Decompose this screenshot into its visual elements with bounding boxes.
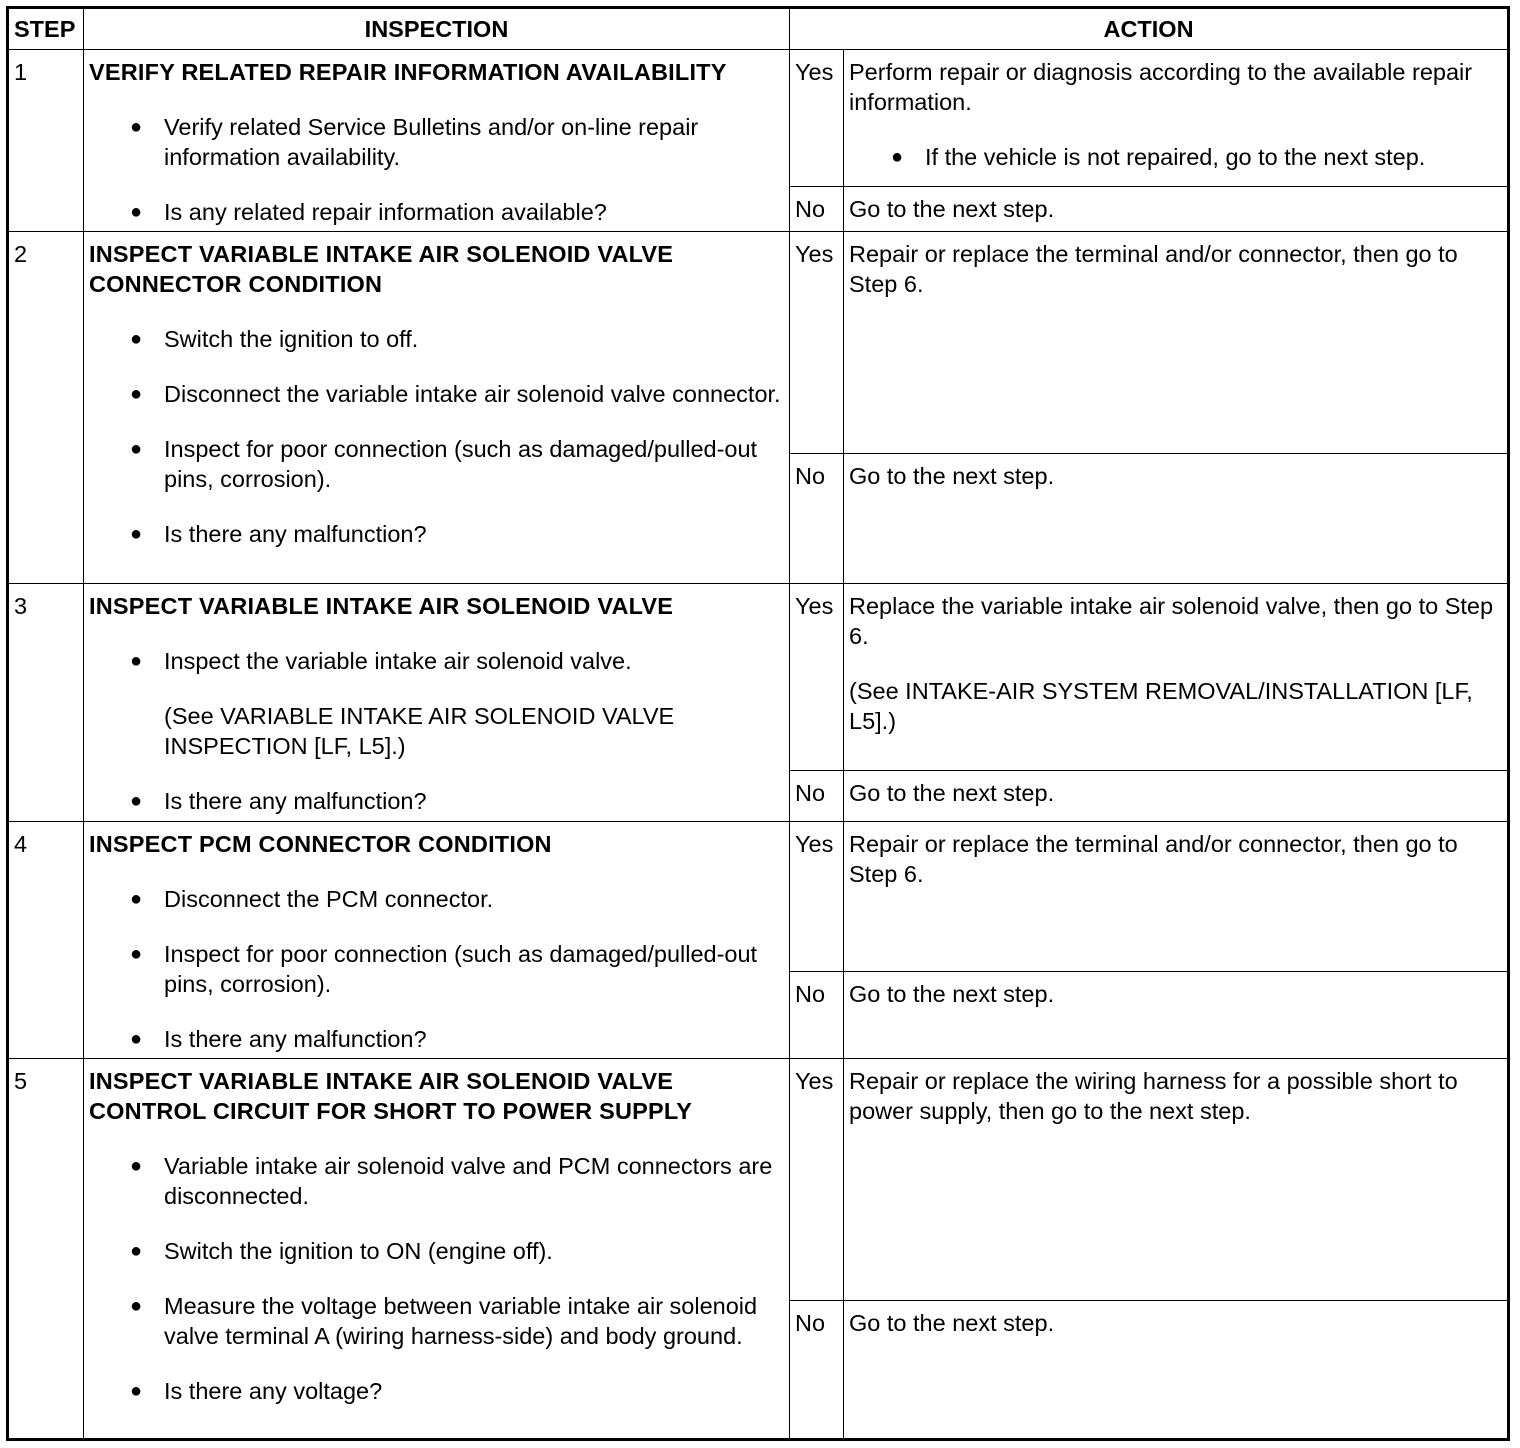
action-reference-note: (See INTAKE-AIR SYSTEM REMOVAL/INSTALLATION [LF, L5].) [849,678,1473,735]
step-title: INSPECT VARIABLE INTAKE AIR SOLENOID VALVE [89,593,674,620]
no-action: Go to the next step. [844,971,1509,1058]
yes-action [844,584,1509,771]
yes-label: Yes [790,584,844,771]
no-label: No [790,187,844,232]
inspection-bullet: ● Switch the ignition to off. [89,324,784,354]
step-1-yes-row [8,50,1509,187]
inspection-bullet: ● Verify related Service Bulletins and/or on-line repair information availability. [89,112,784,172]
step-2-yes-row [8,232,1509,454]
yes-action [844,50,1509,187]
inspection-reference-note: (See VARIABLE INTAKE AIR SOLENOID VALVE INSPECTION [LF, L5].) [164,703,675,760]
no-action: Go to the next step. [844,771,1509,821]
inspection-bullet: ● Inspect for poor connection (such as damaged/pulled-out pins, corrosion). [89,434,784,494]
inspection-bullet: ● Is there any malfunction? [89,519,784,549]
step-inspection [84,584,790,821]
step-3-yes-row [8,584,1509,771]
yes-action-text: Replace the variable intake air solenoid valve, then go to Step 6. [849,593,1494,650]
yes-action-text: Perform repair or diagnosis according to the available repair information. [849,59,1473,115]
yes-action: Repair or replace the terminal and/or connector, then go to Step 6. [844,232,1509,454]
yes-action: Repair or replace the terminal and/or connector, then go to Step 6. [844,821,1509,971]
no-action: Go to the next step. [844,454,1509,584]
inspection-bullet: ● Is there any malfunction? [89,1024,784,1054]
inspection-bullet: ● Variable intake air solenoid valve and PCM connectors are disconnected. [89,1151,784,1211]
step-number: 2 [8,232,84,584]
step-inspection [84,50,790,232]
inspection-bullet: ● Switch the ignition to ON (engine off). [89,1236,784,1266]
no-action: Go to the next step. [844,187,1509,232]
inspection-bullet: ● Measure the voltage between variable intake air solenoid valve terminal A (wiring harness-side) and body ground. [89,1291,784,1351]
step-title: INSPECT VARIABLE INTAKE AIR SOLENOID VALVE CONTROL CIRCUIT FOR SHORT TO POWER SUPPLY [89,1067,693,1124]
step-title: INSPECT VARIABLE INTAKE AIR SOLENOID VALVE CONNECTOR CONDITION [89,241,674,298]
inspection-bullet: ● Disconnect the variable intake air solenoid valve connector. [89,379,784,409]
step-inspection [84,821,790,1058]
inspection-bullet: ● Is there any voltage? [89,1376,784,1406]
step-number: 3 [8,584,84,821]
yes-action: Repair or replace the wiring harness for a possible short to power supply, then go to the next step. [844,1058,1509,1300]
step-number: 4 [8,821,84,1058]
no-action: Go to the next step. [844,1300,1509,1439]
header-row [8,8,1509,50]
header-step: STEP [8,8,84,50]
header-inspection: INSPECTION [84,8,790,50]
step-number: 5 [8,1058,84,1439]
header-action: ACTION [790,8,1509,50]
step-4-yes-row [8,821,1509,971]
inspection-bullet: ● Is any related repair information available? [89,197,784,227]
diagnostic-table [6,6,1510,1441]
step-inspection [84,232,790,584]
inspection-bullet: ● Is there any malfunction? [89,786,784,816]
inspection-bullet: ● Inspect the variable intake air solenoid valve. [89,646,784,676]
step-number: 1 [8,50,84,232]
no-label: No [790,454,844,584]
step-title: INSPECT PCM CONNECTOR CONDITION [89,830,552,857]
yes-label: Yes [790,1058,844,1300]
yes-label: Yes [790,50,844,187]
inspection-bullet: ● Inspect for poor connection (such as damaged/pulled-out pins, corrosion). [89,939,784,999]
step-title: VERIFY RELATED REPAIR INFORMATION AVAILABILITY [89,59,727,85]
step-5-yes-row [8,1058,1509,1300]
yes-label: Yes [790,821,844,971]
inspection-bullet: ● Disconnect the PCM connector. [89,884,784,914]
no-label: No [790,971,844,1058]
step-inspection [84,1058,790,1439]
no-label: No [790,771,844,821]
yes-label: Yes [790,232,844,454]
action-bullet: ● If the vehicle is not repaired, go to the next step. [849,142,1502,172]
no-label: No [790,1300,844,1439]
